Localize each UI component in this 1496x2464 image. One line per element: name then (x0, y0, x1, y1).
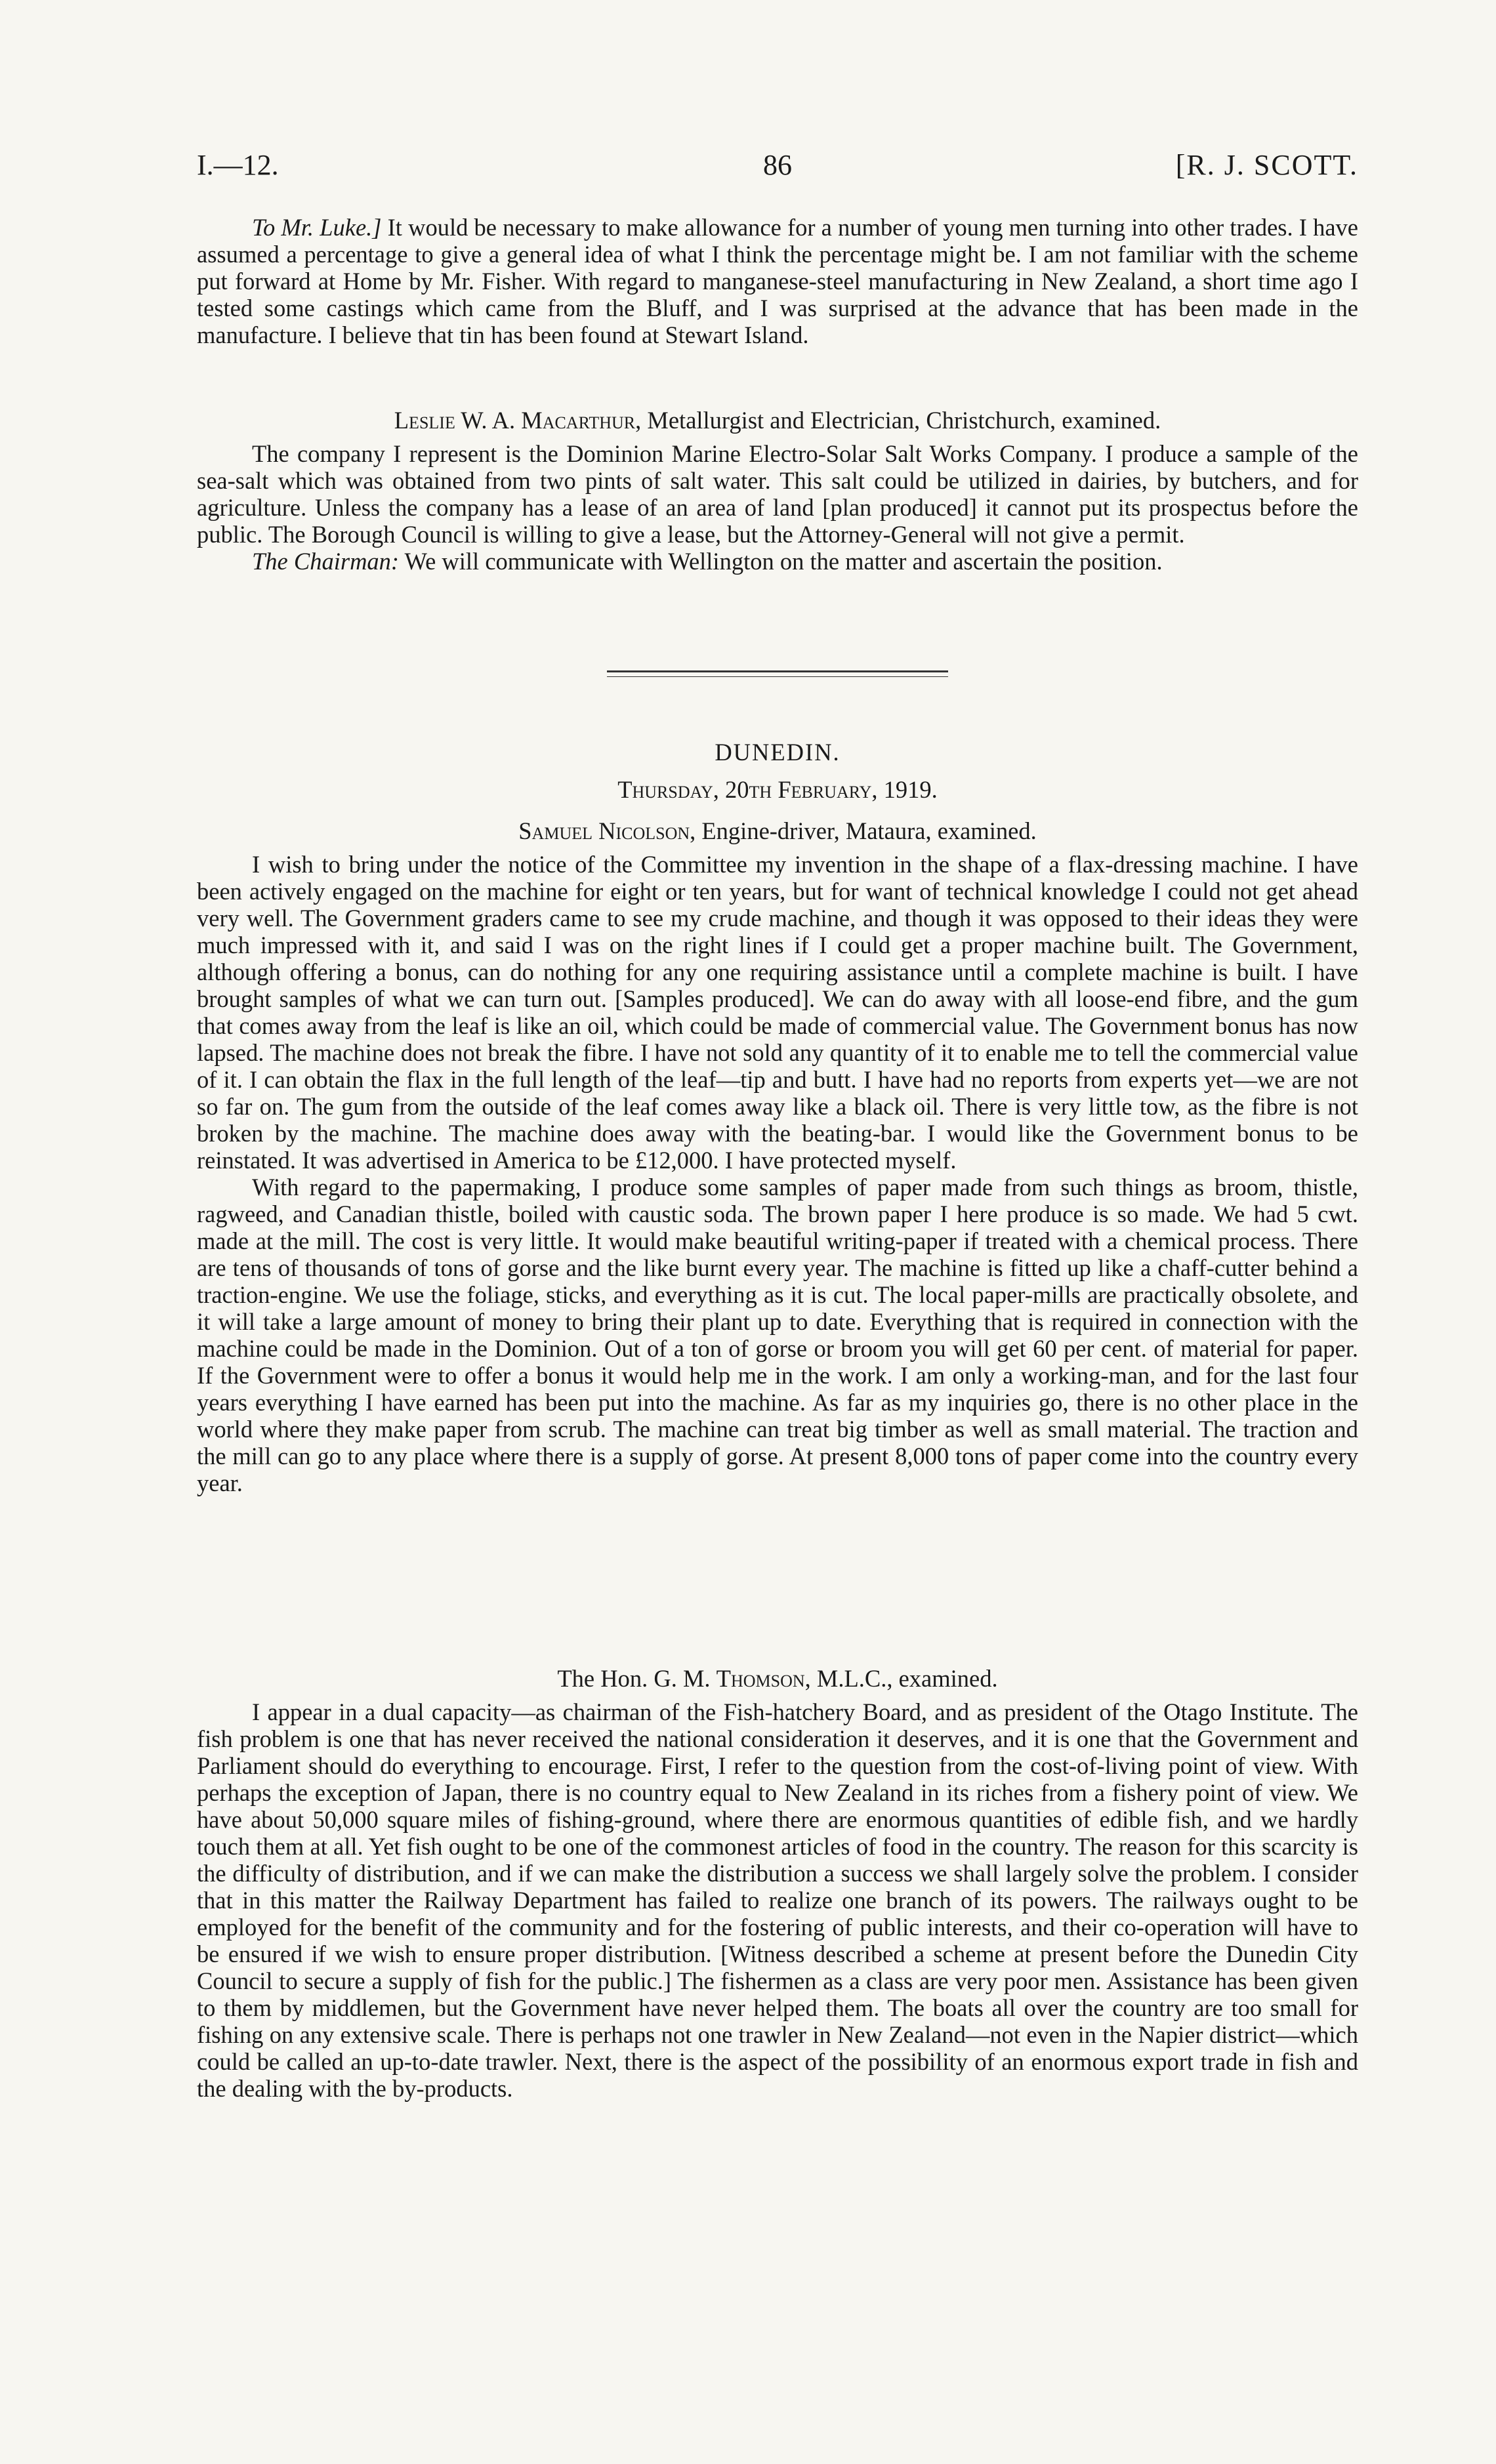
paragraph: With regard to the papermaking, I produce some samples of paper made from such things as broom, thistle, ragweed, and Canadian thistle, boiled with caustic soda. The brown paper I here produce is so made. We had 5 cwt. made at the mill. The cost is very little. It would make beautiful writing-paper if treated with a chemical process. There are tens of thousands of tons of gorse and the like burnt every year. The machine is fitted up like a chaff-cutter behind a traction-engine. We use the foliage, sticks, and everything as it is cut. The local paper-mills are practically obsolete, and it will take a large amount of money to bring their plant up to date. Everything that is required in connection with the machine could be made in the Dominion. Out of a ton of gorse or broom you will get 60 per cent. of material for paper. If the Government were to offer a bonus it would help me in the work. I am only a working-man, and for the last four years everything I have earned has been put into the machine. As far as my inquiries go, there is no other place in the world where they make paper from scrub. The machine can treat big timber as well as small material. The traction and the mill can go to any place where there is a supply of gorse. At present 8,000 tons of paper come into the country every year. (197, 1174, 1358, 1496)
scott-evidence-continued (197, 214, 1358, 348)
witness-description: , M.L.C., examined. (804, 1665, 998, 1692)
paper-reference: I.—12. (197, 149, 279, 181)
witness-heading (197, 1665, 1358, 1692)
witness-name: Thomson (716, 1665, 805, 1692)
section-divider-thin (607, 676, 948, 677)
place-heading: DUNEDIN. (715, 739, 841, 766)
speaker-label: To Mr. Luke.] (252, 214, 382, 241)
speaker-label: The Chairman: (252, 548, 400, 575)
witness-description: , Engine-driver, Mataura, examined. (690, 817, 1037, 844)
witness-prefix: The Hon. G. M. (557, 1665, 717, 1692)
thomson-evidence (197, 1665, 1358, 2102)
paragraph: I appear in a dual capacity—as chairman of the Fish-hatchery Board, and as president of the Otago Institute. The fish problem is one that has never received the national consideration it deserves, and it is one that the Government and Parliament should do everything to encourage. First, I refer to the question from the cost-of-living point of view. With perhaps the exception of Japan, there is no country equal to New Zealand in its riches from a fishery point of view. We have about 50,000 square miles of fishing-ground, where there are enormous quantities of edible fish, and we hardly touch them at all. Yet fish ought to be one of the commonest articles of food in the country. The reason for this scarcity is the difficulty of distribution, and if we can make the distribution a success we shall largely solve the problem. I consider that in this matter the Railway Department has failed to realize one branch of its powers. The railways ought to be employed for the benefit of the community and for the fostering of public interests, and their co-operation will have to be ensured if we wish to ensure proper distribution. [Witness described a scheme at present before the Dunedin City Council to secure a supply of fish for the public.] The fishermen as a class are very poor men. Assistance has been given to them by middlemen, but the Government have never helped them. The boats all over the country are too small for fishing on any extensive scale. There is perhaps not one trawler in New Zealand—not even in the Napier district—which could be called an up-to-date trawler. Next, there is the aspect of the possibility of an enormous export trade in fish and the dealing with the by-products. (197, 1698, 1358, 2102)
witness-heading (197, 407, 1358, 434)
paragraph (197, 548, 1358, 575)
running-head-witness: [R. J. SCOTT. (1175, 149, 1358, 181)
dunedin-heading-block (197, 739, 1358, 803)
witness-name: Leslie W. A. Macarthur (394, 407, 636, 434)
paragraph: The company I represent is the Dominion Marine Electro-Solar Salt Works Company. I produce a sample of the sea-salt which was obtained from two pints of salt water. This salt could be utilized in dairies, by butchers, and for agriculture. Unless the company has a lease of an area of land [plan produced] it cannot put its prospectus before the public. The Borough Council is willing to give a lease, but the Attorney-General will not give a permit. (197, 440, 1358, 548)
macarthur-evidence (197, 407, 1358, 575)
paragraph: I wish to bring under the notice of the Committee my invention in the shape of a flax-dressing machine. I have been actively engaged on the machine for eight or ten years, but for want of technical knowledge I could not get ahead very well. The Government graders came to see my crude machine, and though it was opposed to their ideas they were much impressed with it, and said I was on the right lines if I could get a proper machine built. The Government, although offering a bonus, can do nothing for any one requiring assistance until a complete machine is built. I have brought samples of what we can turn out. [Samples produced]. We can do away with all loose-end fibre, and the gum that comes away from the leaf is like an oil, which could be made of commercial value. The Government bonus has now lapsed. The machine does not break the fibre. I have not sold any quantity of it to enable me to tell the commercial value of it. I can obtain the flax in the full length of the leaf—tip and butt. I have had no reports from experts yet—we are not so far on. The gum from the outside of the leaf comes away like a black oil. There is very little tow, as the fibre is not broken by the machine. The machine does away with the beating-bar. I would like the Government bonus to be reinstated. It was advertised in America to be £12,000. I have protected myself. (197, 851, 1358, 1174)
section-divider (607, 670, 948, 672)
paragraph-text: We will communicate with Wellington on the matter and ascertain the position. (399, 548, 1163, 575)
paragraph (197, 214, 1358, 348)
witness-heading (197, 817, 1358, 844)
paragraph-text: It would be necessary to make allowance for a number of young men turning into other trades. I have assumed a percentage to give a general idea of what I think the percentage might be. I am not familiar with the scheme put forward at Home by Mr. Fisher. With regard to manganese-steel manufacturing in New Zealand, a short time ago I tested some castings which came from the Bluff, and I was surprised at the advance that has been made in the manufacture. I believe that tin has been found at Stewart Island. (197, 214, 1358, 348)
witness-name: Samuel Nicolson (518, 817, 690, 844)
nicolson-evidence (197, 817, 1358, 1496)
page-number: 86 (763, 149, 792, 181)
page-header (197, 148, 1358, 188)
sitting-date: Thursday, 20th February, 1919. (617, 776, 938, 803)
witness-description: , Metallurgist and Electrician, Christchurch, examined. (635, 407, 1161, 434)
